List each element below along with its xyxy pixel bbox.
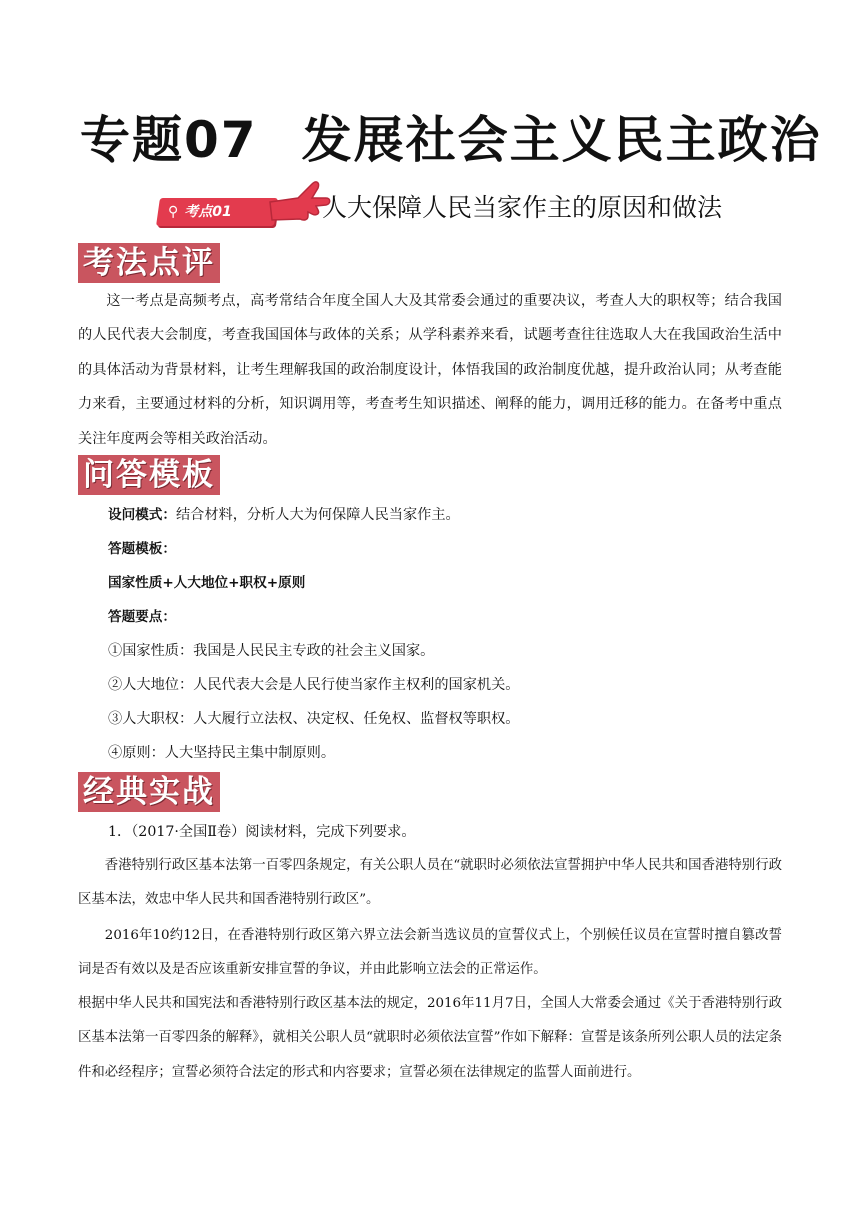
section-banner-kaofa: 考法点评 <box>78 243 220 283</box>
exercise-question: 1．（2017·全国Ⅱ卷）阅读材料，完成下列要求。 <box>108 824 416 840</box>
material-paragraph-1: 香港特别行政区基本法第一百零四条规定，有关公职人员在“就职时必须依法宣誓拥护中华人民共和国香港特别行政区基本法，效忠中华人民共和国香港特别行政区”。 <box>78 858 782 908</box>
title-text: 发展社会主义民主政治 <box>301 111 822 169</box>
answer-template-label: 答题模板： <box>108 541 176 557</box>
kaodian-tag-label: ⚲ 考点01 <box>168 199 232 225</box>
answer-point-4: ④原则：人大坚持民主集中制原则。 <box>108 745 336 761</box>
material-paragraph-3: 根据中华人民共和国宪法和香港特别行政区基本法的规定，2016年11月7日，全国人大常委会通过《关于香港特别行政区基本法第一百零四条的解释》，就相关公职人员“就职时必须依法宣誓”作如下解释：宣誓是该条所列公职人员的法定条件和必经程序；宣誓必须符合法定的形式和内容要求；宣誓必须在法律规定的监誓人面前进行。 <box>78 996 782 1080</box>
material-paragraph-2: 2016年10约12日，在香港特别行政区第六界立法会新当选议员的宣誓仪式上，个别候任议员在宣誓时擅自篡改誓词是否有效以及是否应该重新安排宣誓的争议，并由此影响立法会的正常运作。 <box>78 928 782 978</box>
page-title <box>80 108 822 172</box>
kaodian-title: 人大保障人民当家作主的原因和做法 <box>322 193 723 222</box>
kaofa-paragraph: 这一考点是高频考点，高考常结合年度全国人大及其常委会通过的重要决议，考查人大的职权等；结合我国的人民代表大会制度，考查我国国体与政体的关系；从学科素养来看，试题考查往往选取人大在我国政治生活中的具体活动为背景材料，让考生理解我国的政治制度设计，体悟我国的政治制度优越，提升政治认同；从考查能力来看，主要通过材料的分析，知识调用等，考查考生知识描述、阐释的能力，调用迁移的能力。在备考中重点关注年度两会等相关政治活动。 <box>78 293 782 447</box>
answer-point-2: ②人大地位：人民代表大会是人民行使当家作主权利的国家机关。 <box>108 677 520 693</box>
answer-point-1: ①国家性质：我国是人民民主专政的社会主义国家。 <box>108 643 435 659</box>
ask-mode-line: 设问模式：结合材料，分析人大为何保障人民当家作主。 <box>108 507 460 523</box>
title-number: 专题07 <box>80 111 258 169</box>
answer-points-label: 答题要点： <box>108 609 176 625</box>
answer-formula: 国家性质+人大地位+职权+原则 <box>108 575 306 591</box>
kaodian-header <box>150 178 790 234</box>
answer-point-3: ③人大职权：人大履行立法权、决定权、任免权、监督权等职权。 <box>108 711 520 727</box>
section-banner-wenda: 问答模板 <box>78 455 220 495</box>
magnifier-icon: ⚲ <box>168 204 179 220</box>
section-banner-jingdian: 经典实战 <box>78 772 220 812</box>
